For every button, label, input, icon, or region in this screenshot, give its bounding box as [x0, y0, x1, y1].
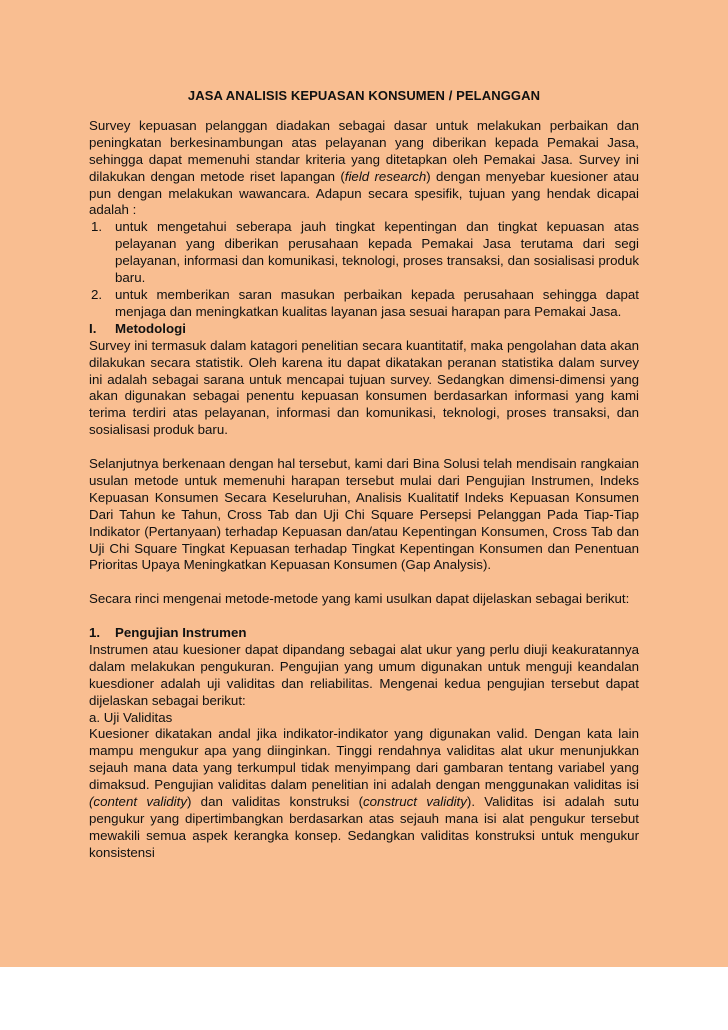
section-number: I.: [89, 320, 97, 336]
list-item-text: untuk memberikan saran masukan perbaikan kepada perusahaan sehingga dapat menjaga dan meningkatkan kualitas layanan jasa sesuai harapan para Pemakai Jasa.: [115, 286, 639, 319]
subsection-heading-text: Pengujian Instrumen: [115, 625, 247, 641]
metodologi-paragraph-3: Secara rinci mengenai metode-metode yang kami usulkan dapat dijelaskan sebagai berikut:: [89, 591, 630, 607]
metodologi-paragraph-1: Survey ini termasuk dalam katagori penelitian secara kuantitatif, maka pengolahan data akan dilakukan secara statistik. Oleh karena itu dapat dikatakan peranan statistika dalam survey ini adalah sebagai sarana untuk mencapai tujuan survey. Sedangkan dimensi-dimensi yang akan digunakan sebagai penentu kepuasan konsumen berdasarkan informasi yang kami terima terdiri atas pelayanan, informasi dan komunikasi, teknologi, proses transaksi, dan sosialisasi produk baru.: [89, 337, 639, 438]
validitas-italic-construct: construct validity: [363, 794, 467, 810]
subsection-number: 1.: [89, 625, 101, 641]
metodologi-paragraph-2: Selanjutnya berkenaan dengan hal tersebut, kami dari Bina Solusi telah mendisain rangkaian usulan metode untuk memenuhi harapan tersebut mulai dari Pengujian Instrumen, Indeks Kepuasan Konsumen Secara Keseluruhan, Analisis Kualitatif Indeks Kepuasan Konsumen Dari Tahun ke Tahun, Cross Tab dan Uji Chi Square Persepsi Pelanggan Pada Tiap-Tiap Indikator (Pertanyaan) terhadap Kepuasan dan/atau Kepentingan Konsumen, Cross Tab dan Uji Chi Square Tingkat Kepuasan terhadap Tingkat Kepentingan Konsumen dan Penentuan Prioritas Upaya Meningkatkan Kepuasan Konsumen (Gap Analysis).: [89, 456, 639, 573]
intro-italic-term: field research: [344, 168, 427, 184]
validitas-text-c: ). Validitas isi adalah sutu pengukur yang dipertimbangkan berdasarkan atas sejauh mana isi alat pengukur tersebut mewakili semua aspek kerangka konsep. Sedangkan validitas konstruksi untuk mengukur konsistensi: [89, 794, 640, 860]
list-item-text: untuk mengetahui seberapa jauh tingkat kepentingan dan tingkat kepuasan atas pelayanan yang diberikan perusahaan kepada Pemakai Jasa terutama dari segi pelayanan, informasi dan komunikasi, teknologi, proses transaksi, dan sosialisasi produk baru.: [115, 219, 639, 286]
validitas-italic-content: (content validity: [89, 794, 187, 810]
section-heading-text: Metodologi: [115, 320, 186, 336]
section-heading-metodologi: [89, 321, 639, 338]
instrumen-paragraph: Instrumen atau kuesioner dapat dipandang sebagai alat ukur yang perlu diuji keakuratannya dalam melakukan pengukuran. Pengujian yang umum digunakan untuk menguji keandalan kuesdioner adalah uji validitas dan reliabilitas. Mengenai kedua pengujian tersebut dapat dijelaskan sebagai berikut:: [89, 641, 639, 708]
list-item: [89, 219, 639, 287]
intro-text-a: Survey kepuasan pelanggan diadakan sebagai dasar untuk melakukan perbaikan dan peningkatan berkesinambungan atas pelayanan yang diberikan kepada Pemakai Jasa, sehingga dapat memenuhi standar kriteria yang ditetapkan oleh Pemakai Jasa. Survey ini dilakukan dengan metode riset lapangan (: [89, 117, 639, 184]
validitas-text-b: ) dan validitas konstruksi (: [186, 794, 364, 810]
list-item: [89, 287, 639, 321]
intro-text-b: ) dengan menyebar kuesioner atau pun dengan melakukan wawancara. Adapun secara spesifik, tujuan yang hendak dicapai adalah :: [89, 168, 639, 218]
list-item-number: 1.: [91, 219, 103, 235]
objectives-list: [89, 219, 639, 320]
validitas-paragraph: [89, 726, 639, 861]
list-item-number: 2.: [91, 286, 103, 302]
document-title: JASA ANALISIS KEPUASAN KONSUMEN / PELANGGAN: [187, 88, 541, 103]
validitas-text-a: Kuesioner dikatakan andal jika indikator-indikator yang digunakan valid. Dengan kata lain mampu mengukur apa yang diinginkan. Tinggi rendahnya validitas alat ukur menunjukkan sejauh mana data yang terkumpul tidak menyimpang dari gambaran tentang variabel yang dimaksud. Pengujian validitas dalam penelitian ini adalah dengan menggunakan validitas isi: [89, 726, 639, 793]
uji-validitas-label: a. Uji Validitas: [89, 709, 173, 725]
document-body: [89, 88, 639, 862]
intro-paragraph: [89, 118, 639, 219]
subsection-heading-pengujian-instrumen: [89, 625, 639, 642]
